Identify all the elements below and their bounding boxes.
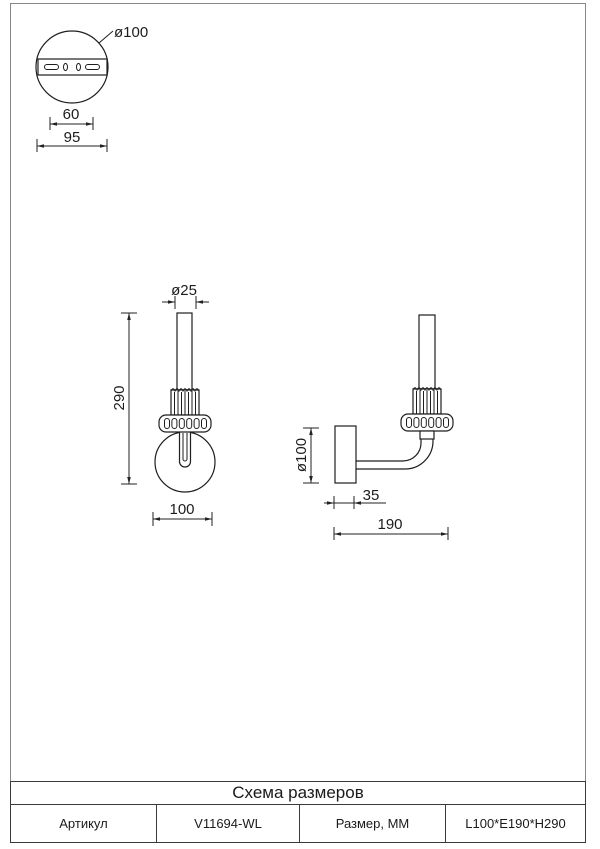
size-value: L100*E190*H290 [465, 816, 566, 831]
candle-tube-side [419, 315, 435, 389]
side-view-dims [303, 428, 448, 540]
top-view-dim95-label: 95 [63, 129, 81, 146]
crown-ring-front [159, 415, 211, 432]
wall-plate [335, 426, 356, 483]
leader-line [99, 31, 113, 43]
collar-side [420, 431, 434, 439]
table-data-row [11, 805, 585, 842]
side-plate-diameter-label: ø100 [293, 437, 310, 473]
side-view [335, 315, 453, 483]
mounting-bar [38, 59, 107, 75]
side-depth-label: 35 [362, 487, 380, 504]
size-table [10, 781, 586, 843]
size-label-cell [299, 805, 445, 842]
fluted-section-side [413, 388, 441, 414]
top-view [36, 31, 113, 103]
top-view-diameter-label: ø100 [114, 24, 149, 41]
article-label-cell [11, 805, 156, 842]
front-width-label: 100 [169, 501, 195, 518]
top-view-dim60-label: 60 [62, 106, 80, 123]
article-value-cell [156, 805, 299, 842]
side-reach-label: 190 [377, 516, 403, 533]
table-title: Схема размеров [232, 783, 364, 802]
front-view [155, 313, 215, 492]
fluted-section-front [171, 389, 199, 415]
crown-ring-side [401, 414, 453, 431]
front-tube-diameter-label: ø25 [171, 282, 197, 299]
socket-stem-outer [180, 432, 191, 467]
front-height-label: 290 [111, 385, 128, 411]
candle-tube-front [177, 313, 192, 390]
table-title-row [11, 782, 585, 805]
article-value: V11694-WL [194, 816, 262, 831]
size-label: Размер, ММ [335, 816, 410, 831]
arm-inner-line [356, 439, 421, 461]
article-label: Артикул [59, 816, 108, 831]
size-value-cell [445, 805, 585, 842]
